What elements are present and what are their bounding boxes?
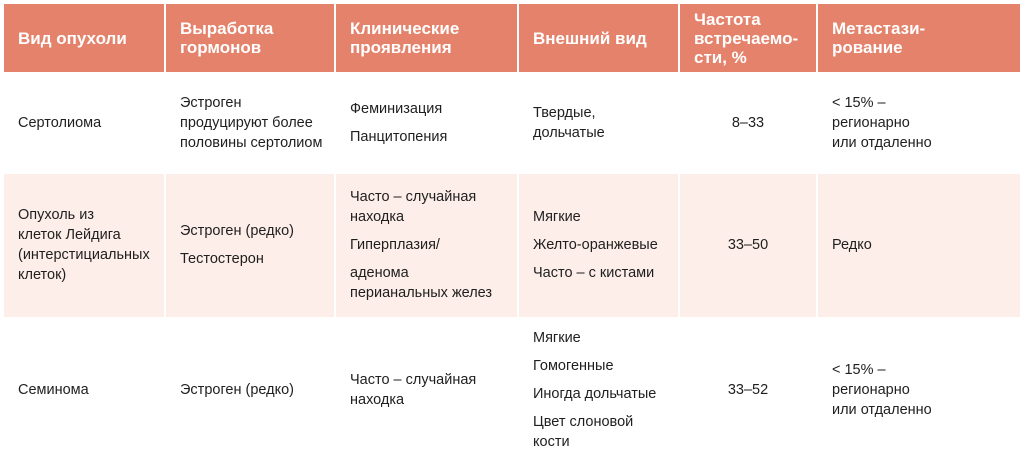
cell-item bbox=[533, 263, 668, 283]
cell-text-line: (интерстициальных bbox=[18, 247, 150, 264]
cell-item bbox=[533, 384, 668, 404]
cell-text-line: регионарно bbox=[832, 114, 910, 131]
cell-text-line: Семинома bbox=[18, 381, 89, 398]
cell-tumor-type bbox=[4, 319, 164, 460]
cell-appearance bbox=[519, 174, 678, 318]
header-hormone-production-line: гормонов bbox=[180, 38, 262, 57]
cell-frequency: 33–52 bbox=[680, 319, 816, 460]
cell-appearance bbox=[519, 319, 678, 460]
cell-text-line: Тестостерон bbox=[180, 251, 264, 268]
table-row bbox=[4, 74, 1020, 172]
cell-item bbox=[350, 127, 507, 147]
header-clinical-signs bbox=[336, 4, 517, 72]
cell-text-line: < 15% – bbox=[832, 361, 886, 378]
cell-clinical-signs bbox=[336, 174, 517, 318]
cell-hormone-production bbox=[166, 174, 334, 318]
cell-text-line: Эстроген (редко) bbox=[180, 223, 295, 240]
cell-text-line: Эстроген bbox=[180, 94, 242, 111]
cell-text-line: Гиперплазия/ bbox=[350, 237, 440, 254]
cell-clinical-signs bbox=[336, 74, 517, 172]
cell-text-line: дольчатые bbox=[533, 124, 605, 141]
header-appearance-line: Внешний вид bbox=[533, 28, 647, 48]
cell-text-line: Редко bbox=[832, 237, 872, 254]
cell-text-line: аденома bbox=[350, 265, 409, 282]
cell-text-line: клеток) bbox=[18, 267, 67, 284]
tumor-comparison-table bbox=[2, 2, 1022, 462]
cell-clinical-signs bbox=[336, 319, 517, 460]
cell-hormone-production bbox=[166, 74, 334, 172]
cell-text-line: Часто – с кистами bbox=[533, 265, 655, 282]
cell-text-line: Гомогенные bbox=[533, 357, 614, 374]
cell-text-line: Панцитопения bbox=[350, 128, 448, 145]
cell-metastasis bbox=[818, 174, 1020, 318]
cell-text-line: половины сертолиом bbox=[180, 134, 323, 151]
cell-text-line: кости bbox=[533, 433, 570, 450]
cell-text-line: Феминизация bbox=[350, 100, 443, 117]
cell-text-line: регионарно bbox=[832, 381, 910, 398]
cell-text-line: Цвет слоновой bbox=[533, 413, 634, 430]
cell-text-line: находка bbox=[350, 391, 405, 408]
cell-text-line: продуцируют более bbox=[180, 114, 313, 131]
table-row bbox=[4, 319, 1020, 460]
cell-text-line: < 15% – bbox=[832, 94, 886, 111]
cell-text-line: Опухоль из bbox=[18, 207, 95, 224]
cell-item bbox=[180, 221, 324, 241]
cell-appearance bbox=[519, 74, 678, 172]
header-frequency-line: Частота bbox=[694, 9, 761, 29]
cell-text-line: Часто – случайная bbox=[350, 189, 477, 206]
cell-text-line: клеток Лейдига bbox=[18, 227, 121, 244]
cell-text-line: находка bbox=[350, 209, 405, 226]
header-hormone-production-line: Выработка bbox=[180, 19, 274, 38]
cell-text-line: Мягкие bbox=[533, 209, 581, 226]
cell-tumor-type bbox=[4, 74, 164, 172]
cell-item bbox=[350, 187, 507, 227]
cell-item bbox=[533, 235, 668, 255]
header-metastasis-line: Метастази- bbox=[832, 19, 926, 38]
cell-item bbox=[350, 263, 507, 303]
header-metastasis bbox=[818, 4, 1020, 72]
cell-item bbox=[533, 412, 668, 452]
cell-frequency: 8–33 bbox=[680, 74, 816, 172]
header-row bbox=[4, 4, 1020, 72]
header-tumor-type bbox=[4, 4, 164, 72]
table-row bbox=[4, 174, 1020, 318]
cell-text-line: или отдаленно bbox=[832, 401, 932, 418]
cell-metastasis bbox=[818, 74, 1020, 172]
header-hormone-production bbox=[166, 4, 334, 72]
cell-metastasis bbox=[818, 319, 1020, 460]
header-metastasis-line: рование bbox=[832, 38, 903, 57]
header-frequency bbox=[680, 4, 816, 72]
header-clinical-signs-line: Клинические bbox=[350, 19, 460, 38]
cell-item bbox=[533, 328, 668, 348]
cell-text-line: Желто-оранжевые bbox=[533, 237, 658, 254]
cell-text-line: Сертолиома bbox=[18, 114, 102, 131]
header-clinical-signs-line: проявления bbox=[350, 38, 452, 57]
header-frequency-line: встречаемо- bbox=[694, 28, 799, 48]
cell-text-line: Твердые, bbox=[533, 104, 596, 121]
cell-text-line: Иногда дольчатые bbox=[533, 385, 657, 402]
cell-text-line: или отдаленно bbox=[832, 134, 932, 151]
cell-text-line: Эстроген (редко) bbox=[180, 381, 295, 398]
cell-item bbox=[350, 99, 507, 119]
header-frequency-line: сти, % bbox=[694, 47, 747, 67]
header-appearance bbox=[519, 4, 678, 72]
cell-item bbox=[533, 207, 668, 227]
cell-text-line: перианальных желез bbox=[350, 285, 493, 302]
cell-item bbox=[533, 356, 668, 376]
cell-tumor-type bbox=[4, 174, 164, 318]
cell-frequency: 33–50 bbox=[680, 174, 816, 318]
cell-text-line: Мягкие bbox=[533, 329, 581, 346]
cell-text-line: Часто – случайная bbox=[350, 371, 477, 388]
cell-item bbox=[180, 249, 324, 269]
cell-hormone-production bbox=[166, 319, 334, 460]
header-tumor-type-line: Вид опухоли bbox=[18, 28, 127, 48]
cell-item bbox=[350, 235, 507, 255]
